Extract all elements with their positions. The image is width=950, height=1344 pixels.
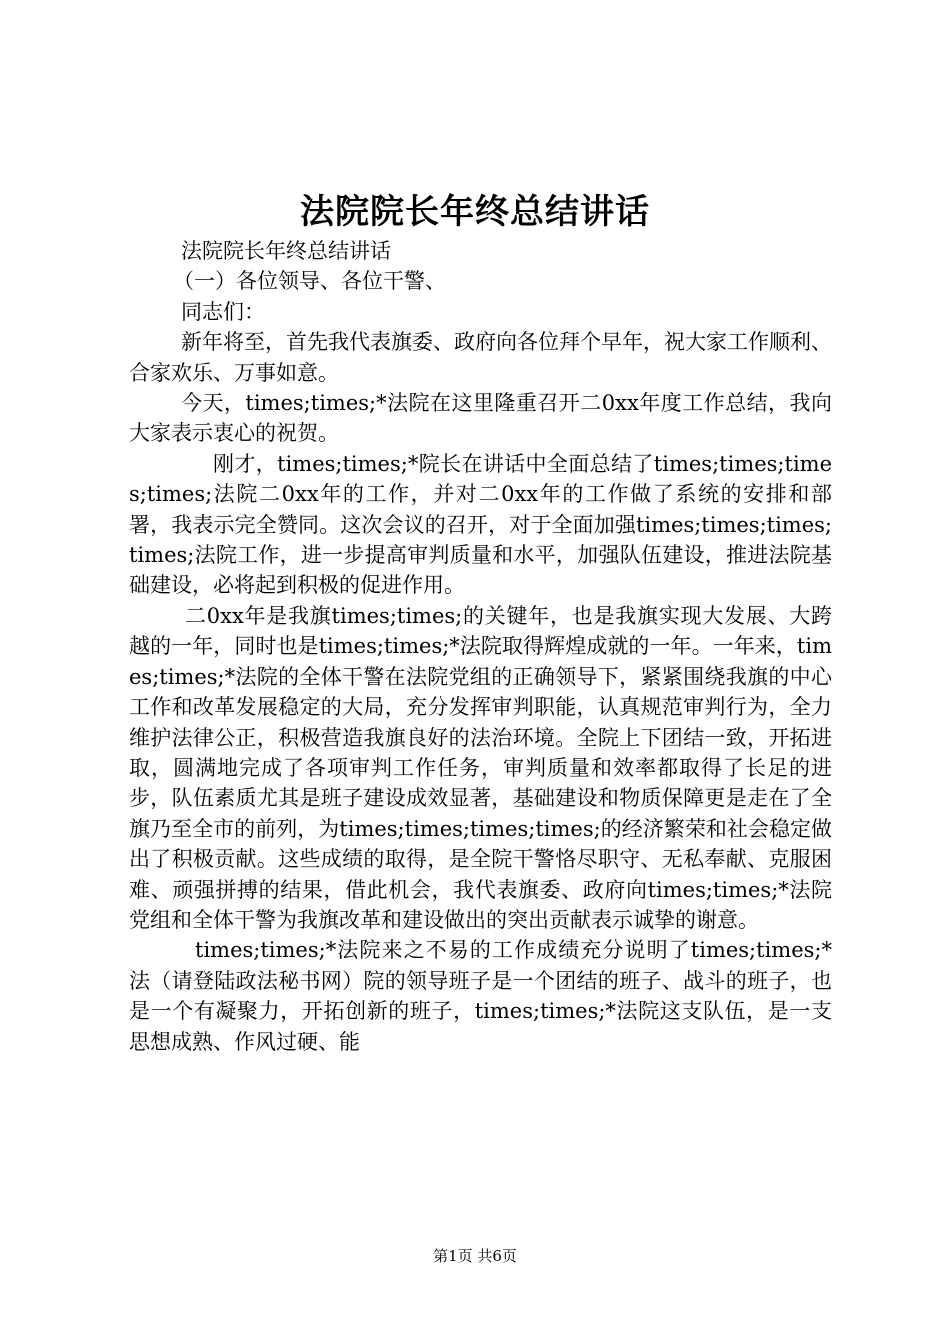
paragraph-subtitle: 法院院长年终总结讲话 bbox=[181, 239, 391, 263]
paragraph-achievements: times;times;*法院来之不易的工作成绩充分说明了times;times;*法（请登陆政法秘书网）院的领导班子是一个团结的班子、战斗的班子，也是一个有凝聚力，开拓创新的班子，times;times;*法院这支队伍，是一支思想成熟、作风过硬、能 bbox=[129, 938, 832, 1054]
paragraph-today: 今天，times;times;*法院在这里隆重召开二0xx年度工作总结，我向大家表示衷心的祝贺。 bbox=[129, 391, 832, 446]
paragraph-greeting-2: 同志们： bbox=[181, 299, 265, 324]
paragraph-greeting-1: （一）各位领导、各位干警、 bbox=[173, 269, 446, 294]
paragraph-new-year: 新年将至，首先我代表旗委、政府向各位拜个早年，祝大家工作顺利、合家欢乐、万事如意。 bbox=[129, 330, 832, 385]
paragraph-key-year: 二0xx年是我旗times;times;的关键年，也是我旗实现大发展、大跨越的一年，同时也是times;times;*法院取得辉煌成就的一年。一年来，times;times;*法院的全体干警在法院党组的正确领导下，紧紧围绕我旗的中心工作和改革发展稳定的大局，充分发挥审判职能，认真规范审判行为，全力维护法律公正，积极营造我旗良好的法治环境。全院上下团结一致，开拓进取，圆满地完成了各项审判工作任务，审判质量和效率都取得了长足的进步，队伍素质尤其是班子建设成效显著，基础建设和物质保障更是走在了全旗乃至全市的前列，为times;times;times;times;的经济繁荣和社会稳定做出了积极贡献。这些成绩的取得，是全院干警恪尽职守、无私奉献、克服困难、顽强拼搏的结果，借此机会，我代表旗委、政府向times;times;*法院党组和全体干警为我旗改革和建设做出的突出贡献表示诚挚的谢意。 bbox=[129, 603, 832, 932]
page-footer: 第1页 共6页 bbox=[433, 1247, 517, 1265]
paragraph-just-now: 刚才，times;times;*院长在讲话中全面总结了times;times;times;times;法院二0xx年的工作，并对二0xx年的工作做了系统的安排和部署，我表示完全赞同。这次会议的召开，对于全面加强times;times;times;times;法院工作，进一步提高审判质量和水平，加强队伍建设，推进法院基础建设，必将起到积极的促进作用。 bbox=[129, 451, 832, 598]
document-body bbox=[129, 236, 832, 1057]
document-title: 法院院长年终总结讲话 bbox=[300, 192, 650, 232]
